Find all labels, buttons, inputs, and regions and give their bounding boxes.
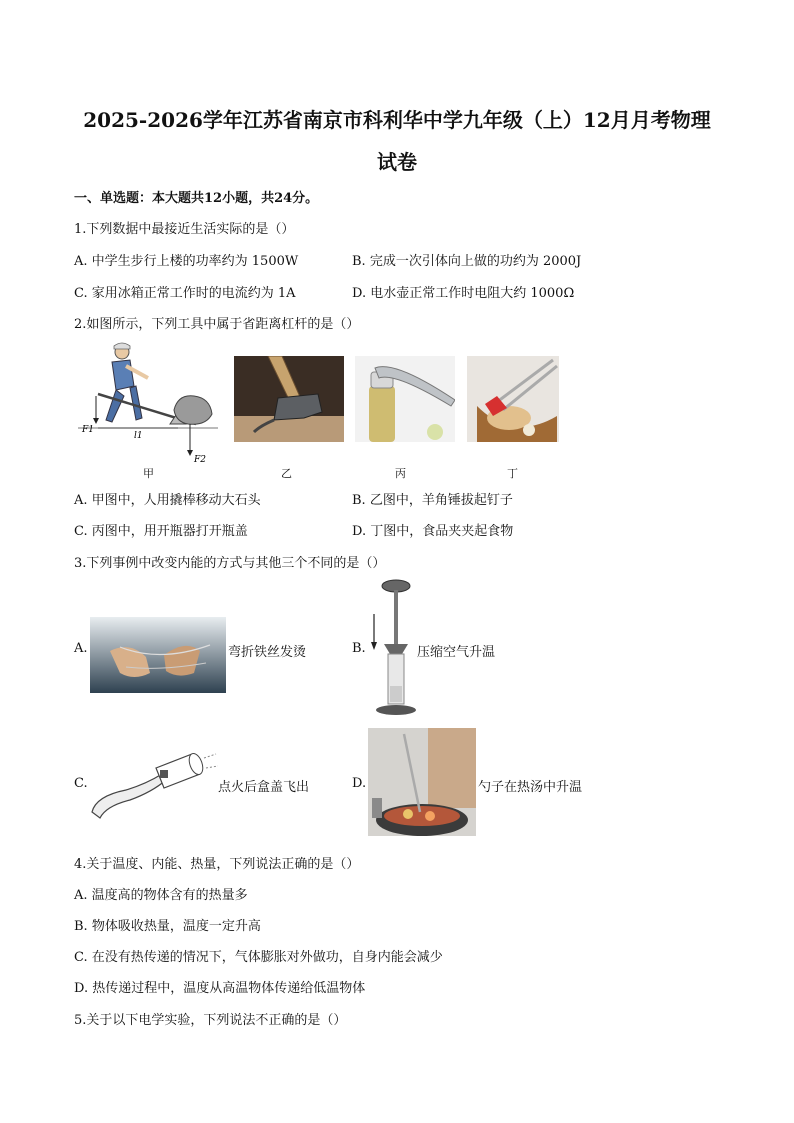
down-arrow-icon	[371, 642, 377, 650]
lever-label-f1: F1	[82, 425, 94, 435]
q2-option-c: C. 丙图中，用开瓶器打开瓶盖	[74, 524, 248, 539]
lever-label-f2: F2	[194, 455, 206, 465]
bending-wire-photo	[90, 617, 226, 693]
q3-caption-c: 点火后盒盖飞出	[218, 780, 310, 795]
spoon-in-soup-photo	[368, 728, 476, 836]
fig-label-ding: 丁	[507, 467, 518, 480]
q3-option-b-letter: B.	[352, 641, 366, 656]
q4-stem: 4.关于温度、内能、热量，下列说法正确的是（）	[74, 857, 360, 872]
q4-option-d: D. 热传递过程中，温度从高温物体传递给低温物体	[74, 981, 366, 996]
q2-stem: 2.如图所示，下列工具中属于省距离杠杆的是（）	[74, 317, 360, 332]
lever-figure	[78, 340, 218, 470]
handle-icon	[92, 774, 166, 818]
q4-option-a: A. 温度高的物体含有的热量多	[74, 888, 248, 903]
q1-stem: 1.下列数据中最接近生活实际的是（）	[74, 222, 295, 237]
q3-stem: 3.下列事例中改变内能的方式与其他三个不同的是（）	[74, 556, 386, 571]
q4-option-b: B. 物体吸收热量，温度一定升高	[74, 919, 261, 934]
q2-option-b: B. 乙图中，羊角锤拔起钉子	[352, 493, 513, 508]
fig-label-jia: 甲	[143, 467, 154, 480]
q5-stem: 5.关于以下电学实验，下列说法不正确的是（）	[74, 1013, 347, 1028]
bottle-opener-photo	[355, 356, 455, 442]
person-apron-icon	[428, 728, 476, 808]
food-tongs-photo	[467, 356, 559, 442]
q1-option-b: B. 完成一次引体向上做的功约为 2000J	[352, 254, 582, 269]
section-heading: 一、单选题：本大题共12小题，共24分。	[74, 191, 319, 206]
ignition-box-figure	[86, 740, 218, 820]
q3-caption-a: 弯折铁丝发烫	[228, 645, 307, 660]
fig-label-yi: 乙	[281, 467, 292, 480]
bottle-icon	[369, 386, 395, 442]
air-compression-apparatus	[366, 578, 420, 718]
lever-label-l1: l1	[134, 431, 143, 441]
q1-option-d: D. 电水壶正常工作时电阻大约 1000Ω	[352, 286, 575, 301]
q3-caption-b: 压缩空气升温	[417, 645, 496, 660]
q2-option-d: D. 丁图中，食品夹夹起食物	[352, 524, 514, 539]
page-title-line1: 2025-2026学年江苏省南京市科利华中学九年级（上）12月月考物理	[83, 108, 711, 132]
q4-option-c: C. 在没有热传递的情况下，气体膨胀对外做功，自身内能会减少	[74, 950, 443, 965]
hammer-photo	[234, 356, 344, 442]
page-title-line2: 试卷	[377, 150, 417, 174]
q3-option-a-letter: A.	[74, 641, 88, 656]
fig-label-bing: 丙	[395, 467, 406, 480]
q3-option-c-letter: C.	[74, 776, 88, 791]
q1-option-c: C. 家用冰箱正常工作时的电流约为 1A	[74, 286, 296, 301]
q3-option-d-letter: D.	[352, 776, 367, 791]
worker-body-icon	[112, 360, 134, 390]
q1-option-a: A. 中学生步行上楼的功率约为 1500W	[74, 254, 299, 269]
q3-caption-d: 勺子在热汤中升温	[478, 780, 583, 795]
q2-option-a: A. 甲图中，人用撬棒移动大石头	[74, 493, 261, 508]
